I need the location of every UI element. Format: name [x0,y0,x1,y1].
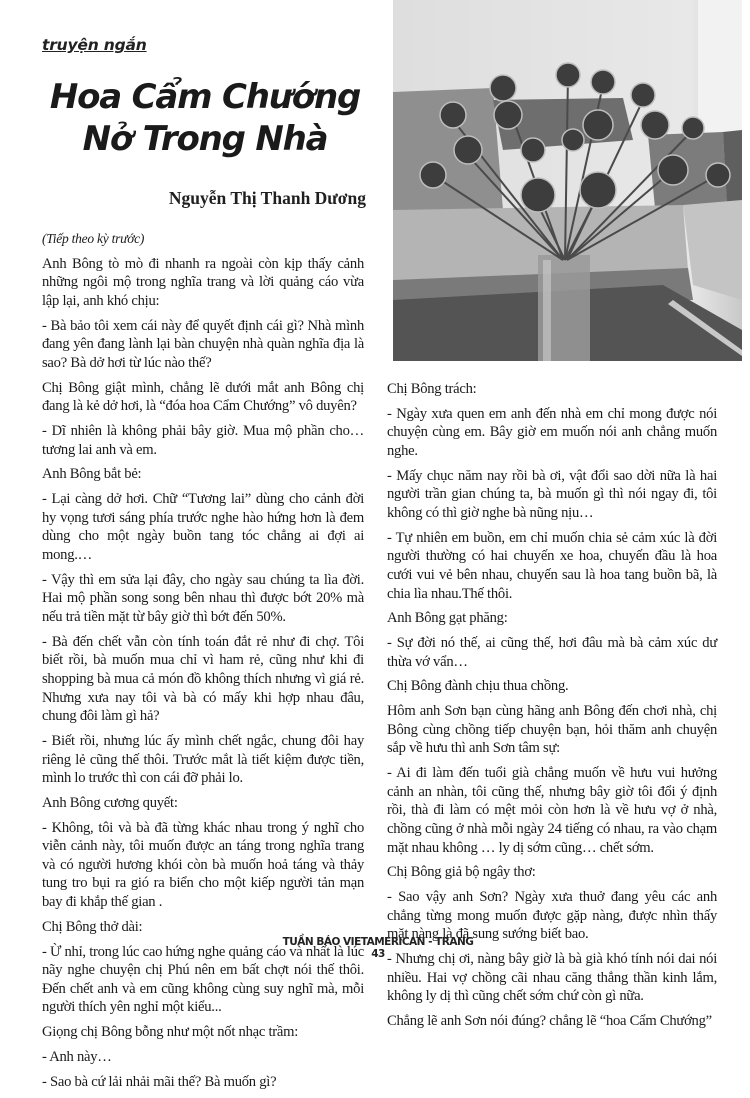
paragraph: - Bà đến chết vẫn còn tính toán đắt rẻ như đi chợ. Tôi biết rồi, bà muốn mua chỉ vì ham rẻ, cũng như khi đi shopping bà mua cả món đồ không thích nhưng vì giá rẻ. Nhưng xưa nay tôi và bà có mấy khi hợp nhau đâu, chung đôi làm gì hả? [42,633,364,725]
paragraph: - Mấy chục năm nay rồi bà ơi, vật đổi sao dời nữa là hai người trần gian chúng ta, bà muốn gì thì nói ngay đi, tôi không có thì giờ nghe bà nũng nịu… [387,467,717,521]
paragraph: - Lại càng dở hơi. Chữ “Tương lai” dùng cho cảnh đời hy vọng tươi sáng phía trước nghe hào hứng hơn là đem dùng cho một ngày buồn tang tóc chẳng ai đợi ai mong.… [42,491,364,564]
paragraph: - Vậy thì em sửa lại đây, cho ngày sau chúng ta lìa đời. Hai mộ phần song song bên nhau thì được bớt 20% mà nếu trả tiền mặt từ bây giờ thì bớt đến 50%. [42,571,364,625]
paragraph: - Nhưng chị ơi, nàng bây giờ là bà già khó tính nói dai nói nhiều. Hai vợ chồng cãi nhau căng thẳng thần kinh lắm, không ly dị thì cũng chết sớm chứ còn gì nữa. [387,951,717,1005]
paragraph: Anh Bông cương quyết: [42,794,178,811]
paragraph: Anh Bông tò mò đi nhanh ra ngoài còn kịp thấy cảnh những ngôi mộ trong nghĩa trang và lời quảng cáo vừa lập lại, anh khó chịu: [42,255,364,309]
photo-illustration [393,0,742,361]
paragraph: Chẳng lẽ anh Sơn nói đúng? chẳng lẽ “hoa Cẩm Chướng” [387,1013,712,1030]
left-column [42,230,364,1098]
paragraph: - Sao vậy anh Sơn? Ngày xưa thuở đang yêu các anh chẳng từng mong muốn được gặp nàng, được nhìn thấy mặt nàng là đã sung sướng biết bao. [387,889,717,943]
paragraph: Chị Bông trách: [387,381,477,397]
carnation-vase-photo [393,0,742,361]
paragraph: Chị Bông giả bộ ngây thơ: [387,864,536,881]
section-label: truyện ngắn [42,36,147,54]
continued-note: (Tiếp theo kỳ trước) [42,231,145,246]
paragraph: Hôm anh Sơn bạn cùng hãng anh Bông đến chơi nhà, chị Bông cùng chồng tiếp chuyện bạn, hỏi thăm anh chuyện sắp về hưu thì anh Sơn tâm sự: [387,703,717,757]
paragraph: - Không, tôi và bà đã từng khác nhau trong ý nghĩ cho viễn cảnh này, tôi muốn được an táng trong nghĩa trang và có người hương khói còn bà muốn hoả táng và thảy tung tro bụi ra gió ra biển cho một kiếp người tản mạn bay đi khắp thế gian . [42,819,364,911]
paragraph: - Dĩ nhiên là không phải bây giờ. Mua mộ phần cho…tương lai anh và em. [42,423,364,458]
page-footer [278,936,478,960]
paragraph: - Tự nhiên em buồn, em chỉ muốn chia sẻ cảm xúc là đời người thường có hai chuyến xe hoa, chuyến đầu là hoa cưới vui vẻ bên nhau, chuyến sau là hoa tang buồn bã, là chia lìa nhau.Thế thôi. [387,529,717,602]
paragraph: Anh Bông bắt bẻ: [42,466,142,483]
paragraph: - Ngày xưa quen em anh đến nhà em chỉ mong được nói chuyện cùng em. Bây giờ em muốn nói anh chẳng muốn nghe. [387,405,717,459]
paragraph: Giọng chị Bông bỗng như một nốt nhạc trầm: [42,1024,299,1041]
paragraph: - Ai đi làm đến tuổi già chẳng muốn về hưu vui hưởng cảnh an nhàn, tôi cũng thế, nhưng bây giờ tôi đổi ý định rồi, thà đi làm có mệt mỏi còn hơn là về hưu vợ ở nhà, chồng cũng ở nhà mỗi ngày 24 tiếng có nhau, ra vào chạm mặt nhau không … ly dị sớm cũng… chết sớm. [387,765,717,856]
article-title [40,76,370,160]
paragraph: - Anh này… [42,1048,112,1065]
author-byline: Nguyễn Thị Thanh Dương [168,188,366,208]
paragraph: - Sự đời nó thế, ai cũng thế, hơi đâu mà bà cảm xúc dư thừa vớ vẩn… [387,635,717,670]
paragraph: - Bà bảo tôi xem cái này để quyết định cái gì? Nhà mình đang yên đang lành lại bàn chuyện nhà quàn nghĩa địa là sao? Bà dở hơi từ lúc nào thế? [42,317,364,371]
paragraph: Chị Bông đành chịu thua chồng. [387,678,569,695]
paragraph: - Sao bà cứ lải nhải mãi thế? Bà muốn gì? [42,1073,277,1090]
paragraph: - Biết rồi, nhưng lúc ấy mình chết ngắc, chung đôi hay riêng lẻ cũng thế thôi. Trước mắt là tiết kiệm được tiền, mình lo trước thì con cái đỡ phải lo. [42,732,364,787]
paragraph: - Ừ nhỉ, trong lúc cao hứng nghe quảng cáo và nhất là lúc nãy nghe chuyện chị Phú nên em bất chợt nói thế thôi. Đến chết anh và em cũng không cùng suy nghĩ mà, mỗi người thích yên nghỉ một kiểu... [42,943,364,1016]
footer-text: TUẦN BÁO VIETAMERICAN - TRANG 43 [282,936,474,960]
title-line-1: Hoa Cẩm Chướng [49,77,361,117]
paragraph: Chị Bông thở dài: [42,918,143,935]
paragraph: Anh Bông gạt phăng: [387,610,508,627]
paragraph: Chị Bông giật mình, chẳng lẽ dưới mắt anh Bông chị đang là kẻ dở hơi, là “đóa hoa Cẩm Chướng” vô duyên? [42,379,364,415]
title-line-2: Nở Trong Nhà [82,119,328,159]
